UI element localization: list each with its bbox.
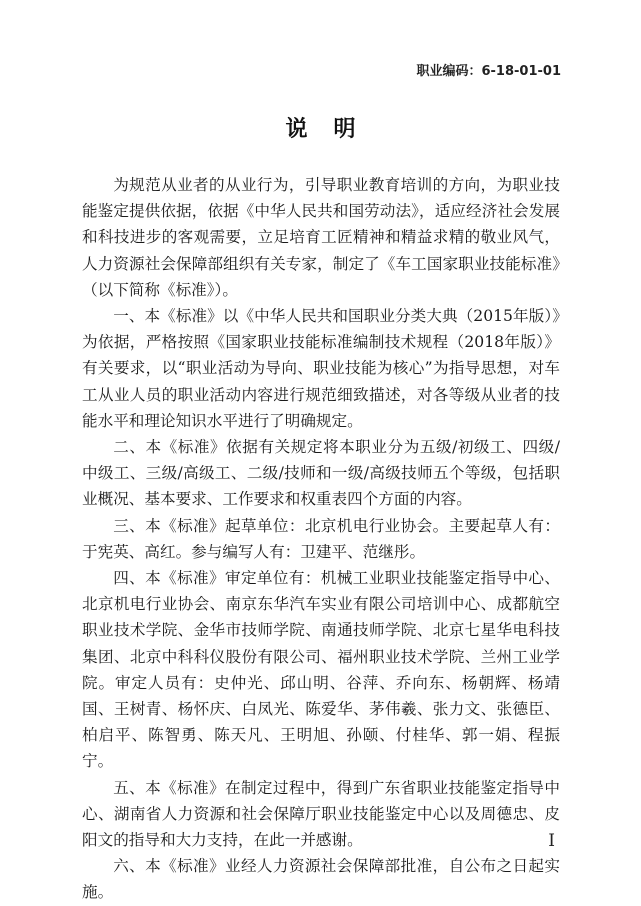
paragraph-3: 三、本《标准》起草单位：北京机电行业协会。主要起草人有：于宪英、高红。参与编写人有：卫建平、范继彤。 — [82, 516, 560, 561]
paragraph-6: 六、本《标准》业经人力资源社会保障部批准，自公布之日起实施。 — [82, 857, 560, 902]
paragraph-5: 五、本《标准》在制定过程中，得到广东省职业技能鉴定指导中心、湖南省人力资源和社会保障厅职业技能鉴定中心以及周德忠、皮阳文的指导和大力支持，在此一并感谢。 — [82, 778, 560, 850]
paragraph-4: 四、本《标准》审定单位有：机械工业职业技能鉴定指导中心、北京机电行业协会、南京东华汽车实业有限公司培训中心、成都航空职业技术学院、金华市技师学院、南通技师学院、北京七星华电科技集团、北京中科科仪股份有限公司、福州职业技术学院、兰州工业学院。审定人员有：史仲光、邱山明、谷萍、乔向东、杨朝辉、杨靖国、王树青、杨怀庆、白凤光、陈爱华、茅伟羲、张力文、张德臣、柏启平、陈智勇、陈天凡、王明旭、孙颐、付桂华、郭一娟、程振宁。 — [82, 569, 560, 771]
page-title: 说明 — [285, 117, 382, 142]
paragraph-2: 二、本《标准》依据有关规定将本职业分为五级/初级工、四级/中级工、三级/高级工、二级/技师和一级/高级技师五个等级，包括职业概况、基本要求、工作要求和权重表四个方面的内容。 — [82, 438, 560, 509]
paragraph-intro: 为规范从业者的从业行为，引导职业教育培训的方向，为职业技能鉴定提供依据，依据《中华人民共和国劳动法》，适应经济社会发展和科技进步的客观需要，立足培育工匠精神和精益求精的敬业风气，人力资源社会保障部组织有关专家，制定了《车工国家职业技能标准》（以下简称《标准》）。 — [82, 176, 560, 299]
body-text — [82, 172, 560, 906]
page-number: I — [548, 831, 555, 851]
occupation-code: 职业编码：6-18-01-01 — [416, 64, 561, 79]
paragraph-1: 一、本《标准》以《中华人民共和国职业分类大典（2015年版）》为依据，严格按照《国家职业技能标准编制技术规程（2018年版）》有关要求，以“职业活动为导向、职业技能为核心”为指导思想，对车工从业人员的职业活动内容进行规范细致描述，对各等级从业者的技能水平和理论知识水平进行了明确规定。 — [82, 307, 560, 430]
